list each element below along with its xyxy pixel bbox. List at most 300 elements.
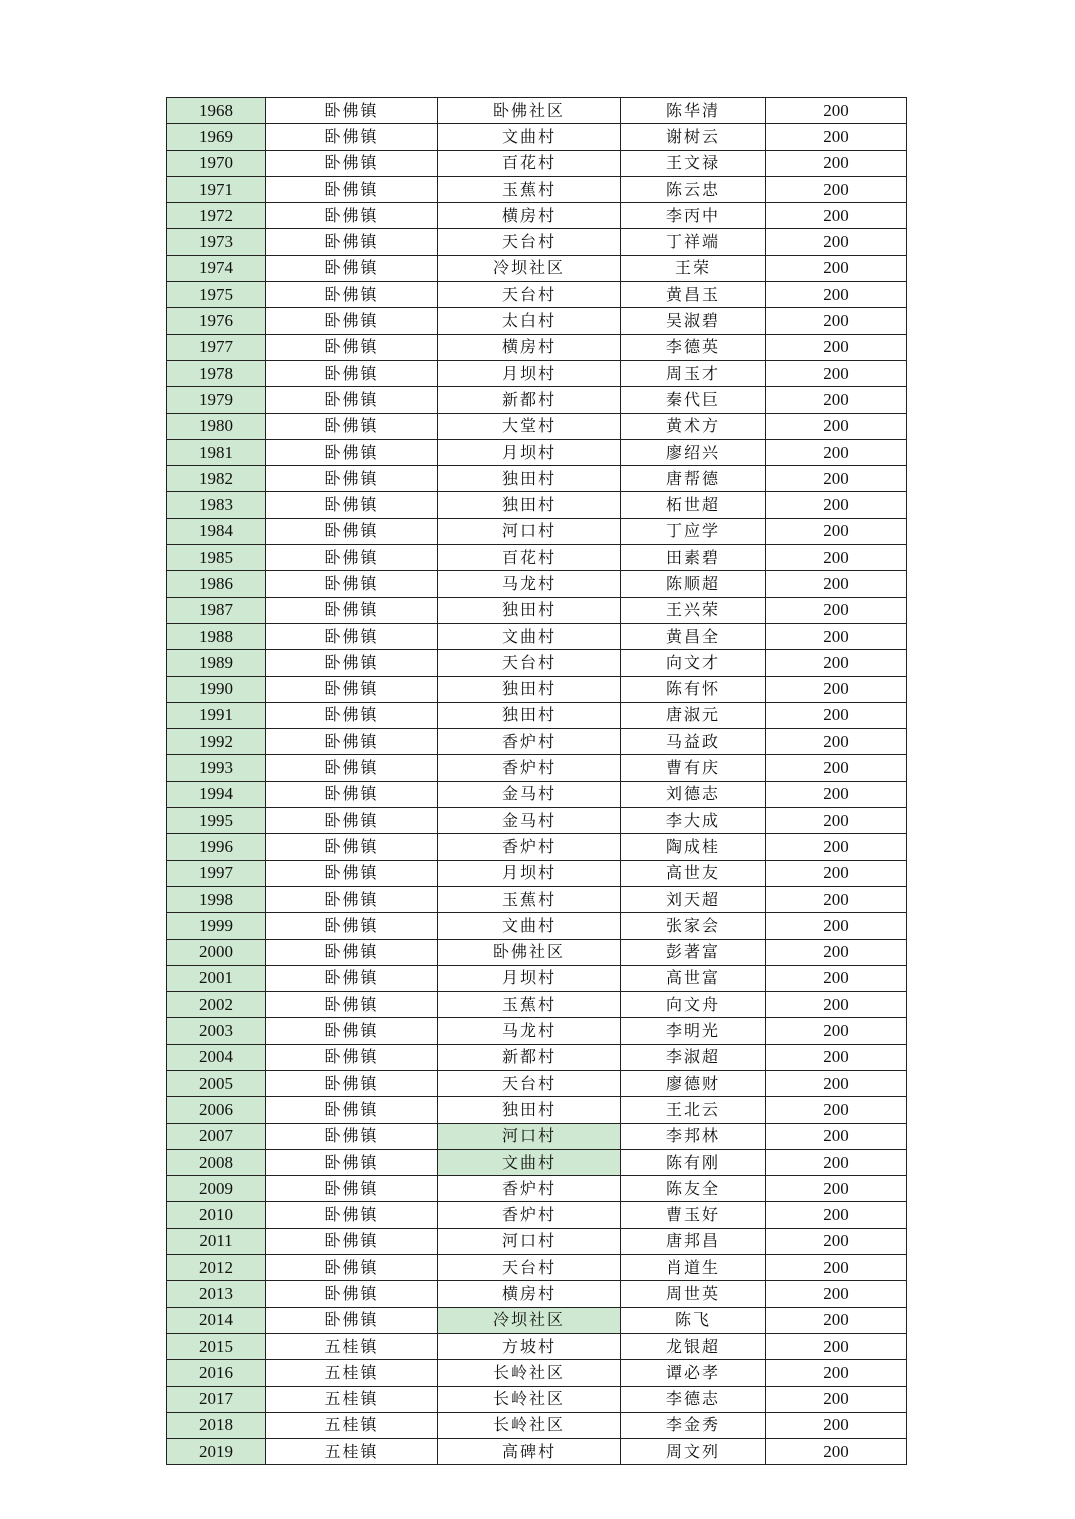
- village-cell: 月坝村: [438, 965, 621, 991]
- table-row: [167, 1307, 907, 1333]
- table-row: [167, 1439, 907, 1465]
- amount-cell: 200: [766, 729, 907, 755]
- table-row: [167, 1044, 907, 1070]
- row-number-cell: 2003: [167, 1018, 266, 1044]
- amount-cell: 200: [766, 466, 907, 492]
- row-number-cell: 1971: [167, 176, 266, 202]
- town-cell: 卧佛镇: [266, 387, 438, 413]
- town-cell: 卧佛镇: [266, 1228, 438, 1254]
- amount-cell: 200: [766, 176, 907, 202]
- table-row: [167, 1149, 907, 1175]
- row-number-cell: 1980: [167, 413, 266, 439]
- amount-cell: 200: [766, 676, 907, 702]
- amount-cell: 200: [766, 913, 907, 939]
- person-name-cell: 李德英: [621, 334, 766, 360]
- town-cell: 卧佛镇: [266, 1255, 438, 1281]
- row-number-cell: 2012: [167, 1255, 266, 1281]
- village-cell: 冷坝社区: [438, 255, 621, 281]
- row-number-cell: 1977: [167, 334, 266, 360]
- village-cell: 玉蕉村: [438, 176, 621, 202]
- table-row: [167, 282, 907, 308]
- town-cell: 卧佛镇: [266, 1202, 438, 1228]
- table-row: [167, 992, 907, 1018]
- village-cell: 太白村: [438, 308, 621, 334]
- town-cell: 卧佛镇: [266, 1044, 438, 1070]
- village-cell: 香炉村: [438, 729, 621, 755]
- person-name-cell: 刘天超: [621, 886, 766, 912]
- village-cell: 香炉村: [438, 1176, 621, 1202]
- village-cell: 独田村: [438, 676, 621, 702]
- village-cell: 文曲村: [438, 913, 621, 939]
- amount-cell: 200: [766, 1097, 907, 1123]
- amount-cell: 200: [766, 1123, 907, 1149]
- town-cell: 卧佛镇: [266, 1097, 438, 1123]
- person-name-cell: 陈友全: [621, 1176, 766, 1202]
- town-cell: 卧佛镇: [266, 729, 438, 755]
- table-row: [167, 650, 907, 676]
- row-number-cell: 1989: [167, 650, 266, 676]
- village-cell: 文曲村: [438, 1149, 621, 1175]
- person-name-cell: 李德志: [621, 1386, 766, 1412]
- row-number-cell: 1999: [167, 913, 266, 939]
- village-cell: 月坝村: [438, 360, 621, 386]
- town-cell: 卧佛镇: [266, 439, 438, 465]
- town-cell: 卧佛镇: [266, 1070, 438, 1096]
- person-name-cell: 唐淑元: [621, 702, 766, 728]
- amount-cell: 200: [766, 808, 907, 834]
- person-name-cell: 肖道生: [621, 1255, 766, 1281]
- amount-cell: 200: [766, 255, 907, 281]
- amount-cell: 200: [766, 124, 907, 150]
- amount-cell: 200: [766, 1412, 907, 1438]
- village-cell: 独田村: [438, 466, 621, 492]
- town-cell: 卧佛镇: [266, 466, 438, 492]
- row-number-cell: 1991: [167, 702, 266, 728]
- row-number-cell: 2014: [167, 1307, 266, 1333]
- village-cell: 玉蕉村: [438, 886, 621, 912]
- amount-cell: 200: [766, 413, 907, 439]
- town-cell: 卧佛镇: [266, 702, 438, 728]
- table-row: [167, 124, 907, 150]
- row-number-cell: 1968: [167, 98, 266, 124]
- amount-cell: 200: [766, 571, 907, 597]
- table-row: [167, 676, 907, 702]
- village-cell: 方坡村: [438, 1333, 621, 1359]
- table-row: [167, 203, 907, 229]
- table-row: [167, 1412, 907, 1438]
- person-name-cell: 曹有庆: [621, 755, 766, 781]
- amount-cell: 200: [766, 886, 907, 912]
- table-row: [167, 1228, 907, 1254]
- town-cell: 卧佛镇: [266, 518, 438, 544]
- table-body: [167, 98, 907, 1465]
- amount-cell: 200: [766, 650, 907, 676]
- person-name-cell: 王荣: [621, 255, 766, 281]
- village-cell: 独田村: [438, 702, 621, 728]
- person-name-cell: 丁应学: [621, 518, 766, 544]
- person-name-cell: 谢树云: [621, 124, 766, 150]
- town-cell: 卧佛镇: [266, 203, 438, 229]
- table-row: [167, 755, 907, 781]
- row-number-cell: 1995: [167, 808, 266, 834]
- row-number-cell: 2016: [167, 1360, 266, 1386]
- village-cell: 高碑村: [438, 1439, 621, 1465]
- amount-cell: 200: [766, 597, 907, 623]
- town-cell: 卧佛镇: [266, 650, 438, 676]
- amount-cell: 200: [766, 229, 907, 255]
- row-number-cell: 2008: [167, 1149, 266, 1175]
- table-row: [167, 229, 907, 255]
- row-number-cell: 2010: [167, 1202, 266, 1228]
- amount-cell: 200: [766, 334, 907, 360]
- amount-cell: 200: [766, 439, 907, 465]
- town-cell: 卧佛镇: [266, 913, 438, 939]
- table-row: [167, 176, 907, 202]
- amount-cell: 200: [766, 518, 907, 544]
- row-number-cell: 1984: [167, 518, 266, 544]
- amount-cell: 200: [766, 860, 907, 886]
- table-row: [167, 808, 907, 834]
- amount-cell: 200: [766, 545, 907, 571]
- person-name-cell: 陈有刚: [621, 1149, 766, 1175]
- town-cell: 卧佛镇: [266, 255, 438, 281]
- village-cell: 新都村: [438, 1044, 621, 1070]
- table-row: [167, 360, 907, 386]
- village-cell: 金马村: [438, 781, 621, 807]
- town-cell: 卧佛镇: [266, 360, 438, 386]
- amount-cell: 200: [766, 1281, 907, 1307]
- town-cell: 卧佛镇: [266, 939, 438, 965]
- village-cell: 天台村: [438, 1255, 621, 1281]
- person-name-cell: 王文禄: [621, 150, 766, 176]
- town-cell: 卧佛镇: [266, 597, 438, 623]
- village-cell: 月坝村: [438, 860, 621, 886]
- amount-cell: 200: [766, 1018, 907, 1044]
- amount-cell: 200: [766, 965, 907, 991]
- row-number-cell: 2006: [167, 1097, 266, 1123]
- amount-cell: 200: [766, 203, 907, 229]
- table-row: [167, 1333, 907, 1359]
- amount-cell: 200: [766, 939, 907, 965]
- amount-cell: 200: [766, 308, 907, 334]
- town-cell: 五桂镇: [266, 1333, 438, 1359]
- amount-cell: 200: [766, 1360, 907, 1386]
- row-number-cell: 2009: [167, 1176, 266, 1202]
- row-number-cell: 1973: [167, 229, 266, 255]
- town-cell: 卧佛镇: [266, 992, 438, 1018]
- table-row: [167, 1097, 907, 1123]
- amount-cell: 200: [766, 492, 907, 518]
- row-number-cell: 1972: [167, 203, 266, 229]
- table-row: [167, 886, 907, 912]
- row-number-cell: 1981: [167, 439, 266, 465]
- village-cell: 大堂村: [438, 413, 621, 439]
- village-cell: 长岭社区: [438, 1386, 621, 1412]
- person-name-cell: 柘世超: [621, 492, 766, 518]
- village-cell: 马龙村: [438, 1018, 621, 1044]
- village-cell: 文曲村: [438, 623, 621, 649]
- town-cell: 卧佛镇: [266, 808, 438, 834]
- row-number-cell: 1985: [167, 545, 266, 571]
- table-row: [167, 965, 907, 991]
- row-number-cell: 1998: [167, 886, 266, 912]
- data-table: [166, 97, 907, 1465]
- person-name-cell: 田素碧: [621, 545, 766, 571]
- person-name-cell: 陈云忠: [621, 176, 766, 202]
- table-row: [167, 518, 907, 544]
- town-cell: 卧佛镇: [266, 860, 438, 886]
- person-name-cell: 李大成: [621, 808, 766, 834]
- village-cell: 卧佛社区: [438, 939, 621, 965]
- row-number-cell: 1976: [167, 308, 266, 334]
- row-number-cell: 2000: [167, 939, 266, 965]
- village-cell: 天台村: [438, 1070, 621, 1096]
- amount-cell: 200: [766, 1044, 907, 1070]
- row-number-cell: 1970: [167, 150, 266, 176]
- table-row: [167, 1360, 907, 1386]
- village-cell: 独田村: [438, 492, 621, 518]
- person-name-cell: 高世友: [621, 860, 766, 886]
- person-name-cell: 廖绍兴: [621, 439, 766, 465]
- row-number-cell: 2001: [167, 965, 266, 991]
- village-cell: 冷坝社区: [438, 1307, 621, 1333]
- village-cell: 河口村: [438, 1228, 621, 1254]
- table-row: [167, 387, 907, 413]
- amount-cell: 200: [766, 1149, 907, 1175]
- town-cell: 卧佛镇: [266, 98, 438, 124]
- person-name-cell: 丁祥端: [621, 229, 766, 255]
- row-number-cell: 2002: [167, 992, 266, 1018]
- table-row: [167, 623, 907, 649]
- person-name-cell: 彭著富: [621, 939, 766, 965]
- person-name-cell: 刘德志: [621, 781, 766, 807]
- table-row: [167, 439, 907, 465]
- town-cell: 卧佛镇: [266, 623, 438, 649]
- table-row: [167, 308, 907, 334]
- town-cell: 卧佛镇: [266, 1123, 438, 1149]
- table-row: [167, 492, 907, 518]
- town-cell: 卧佛镇: [266, 176, 438, 202]
- row-number-cell: 1983: [167, 492, 266, 518]
- row-number-cell: 1988: [167, 623, 266, 649]
- amount-cell: 200: [766, 755, 907, 781]
- village-cell: 天台村: [438, 650, 621, 676]
- table-row: [167, 413, 907, 439]
- town-cell: 卧佛镇: [266, 492, 438, 518]
- person-name-cell: 龙银超: [621, 1333, 766, 1359]
- village-cell: 河口村: [438, 518, 621, 544]
- village-cell: 横房村: [438, 203, 621, 229]
- table-row: [167, 1018, 907, 1044]
- person-name-cell: 陶成桂: [621, 834, 766, 860]
- village-cell: 长岭社区: [438, 1412, 621, 1438]
- village-cell: 横房村: [438, 1281, 621, 1307]
- person-name-cell: 李金秀: [621, 1412, 766, 1438]
- table-row: [167, 834, 907, 860]
- person-name-cell: 谭必孝: [621, 1360, 766, 1386]
- town-cell: 卧佛镇: [266, 676, 438, 702]
- person-name-cell: 王兴荣: [621, 597, 766, 623]
- town-cell: 卧佛镇: [266, 282, 438, 308]
- row-number-cell: 1997: [167, 860, 266, 886]
- person-name-cell: 马益政: [621, 729, 766, 755]
- person-name-cell: 黄术方: [621, 413, 766, 439]
- row-number-cell: 2005: [167, 1070, 266, 1096]
- amount-cell: 200: [766, 1176, 907, 1202]
- village-cell: 百花村: [438, 150, 621, 176]
- table-row: [167, 913, 907, 939]
- town-cell: 卧佛镇: [266, 413, 438, 439]
- amount-cell: 200: [766, 98, 907, 124]
- amount-cell: 200: [766, 1228, 907, 1254]
- table-row: [167, 1202, 907, 1228]
- row-number-cell: 2011: [167, 1228, 266, 1254]
- row-number-cell: 1986: [167, 571, 266, 597]
- village-cell: 天台村: [438, 282, 621, 308]
- amount-cell: 200: [766, 1070, 907, 1096]
- village-cell: 独田村: [438, 1097, 621, 1123]
- person-name-cell: 陈顺超: [621, 571, 766, 597]
- town-cell: 卧佛镇: [266, 308, 438, 334]
- person-name-cell: 周文列: [621, 1439, 766, 1465]
- village-cell: 横房村: [438, 334, 621, 360]
- amount-cell: 200: [766, 282, 907, 308]
- table-row: [167, 702, 907, 728]
- person-name-cell: 吴淑碧: [621, 308, 766, 334]
- table-row: [167, 150, 907, 176]
- amount-cell: 200: [766, 1333, 907, 1359]
- person-name-cell: 周世英: [621, 1281, 766, 1307]
- person-name-cell: 曹玉好: [621, 1202, 766, 1228]
- village-cell: 香炉村: [438, 1202, 621, 1228]
- village-cell: 天台村: [438, 229, 621, 255]
- amount-cell: 200: [766, 834, 907, 860]
- village-cell: 卧佛社区: [438, 98, 621, 124]
- table-row: [167, 466, 907, 492]
- table-row: [167, 781, 907, 807]
- table-row: [167, 1386, 907, 1412]
- person-name-cell: 周玉才: [621, 360, 766, 386]
- amount-cell: 200: [766, 150, 907, 176]
- village-cell: 金马村: [438, 808, 621, 834]
- person-name-cell: 陈华清: [621, 98, 766, 124]
- person-name-cell: 陈飞: [621, 1307, 766, 1333]
- row-number-cell: 1996: [167, 834, 266, 860]
- table-row: [167, 255, 907, 281]
- town-cell: 卧佛镇: [266, 1018, 438, 1044]
- person-name-cell: 李邦林: [621, 1123, 766, 1149]
- row-number-cell: 2019: [167, 1439, 266, 1465]
- person-name-cell: 黄昌玉: [621, 282, 766, 308]
- row-number-cell: 1993: [167, 755, 266, 781]
- person-name-cell: 高世富: [621, 965, 766, 991]
- amount-cell: 200: [766, 360, 907, 386]
- town-cell: 卧佛镇: [266, 834, 438, 860]
- row-number-cell: 1978: [167, 360, 266, 386]
- town-cell: 五桂镇: [266, 1439, 438, 1465]
- table-row: [167, 1176, 907, 1202]
- amount-cell: 200: [766, 781, 907, 807]
- row-number-cell: 1992: [167, 729, 266, 755]
- town-cell: 卧佛镇: [266, 1307, 438, 1333]
- table-row: [167, 1123, 907, 1149]
- amount-cell: 200: [766, 1439, 907, 1465]
- village-cell: 文曲村: [438, 124, 621, 150]
- person-name-cell: 李丙中: [621, 203, 766, 229]
- village-cell: 香炉村: [438, 834, 621, 860]
- person-name-cell: 张家会: [621, 913, 766, 939]
- person-name-cell: 王北云: [621, 1097, 766, 1123]
- row-number-cell: 2015: [167, 1333, 266, 1359]
- town-cell: 卧佛镇: [266, 886, 438, 912]
- amount-cell: 200: [766, 1386, 907, 1412]
- table-row: [167, 1070, 907, 1096]
- village-cell: 新都村: [438, 387, 621, 413]
- row-number-cell: 1969: [167, 124, 266, 150]
- town-cell: 五桂镇: [266, 1360, 438, 1386]
- row-number-cell: 1975: [167, 282, 266, 308]
- row-number-cell: 2007: [167, 1123, 266, 1149]
- town-cell: 卧佛镇: [266, 1281, 438, 1307]
- row-number-cell: 2018: [167, 1412, 266, 1438]
- person-name-cell: 向文才: [621, 650, 766, 676]
- village-cell: 香炉村: [438, 755, 621, 781]
- amount-cell: 200: [766, 1255, 907, 1281]
- table-row: [167, 1255, 907, 1281]
- amount-cell: 200: [766, 387, 907, 413]
- row-number-cell: 1994: [167, 781, 266, 807]
- row-number-cell: 1979: [167, 387, 266, 413]
- amount-cell: 200: [766, 1307, 907, 1333]
- person-name-cell: 陈有怀: [621, 676, 766, 702]
- amount-cell: 200: [766, 702, 907, 728]
- town-cell: 卧佛镇: [266, 1176, 438, 1202]
- town-cell: 卧佛镇: [266, 755, 438, 781]
- person-name-cell: 李明光: [621, 1018, 766, 1044]
- table-row: [167, 571, 907, 597]
- town-cell: 卧佛镇: [266, 571, 438, 597]
- amount-cell: 200: [766, 623, 907, 649]
- town-cell: 卧佛镇: [266, 965, 438, 991]
- person-name-cell: 廖德财: [621, 1070, 766, 1096]
- town-cell: 五桂镇: [266, 1386, 438, 1412]
- person-name-cell: 唐帮德: [621, 466, 766, 492]
- person-name-cell: 黄昌全: [621, 623, 766, 649]
- row-number-cell: 2017: [167, 1386, 266, 1412]
- table-row: [167, 334, 907, 360]
- amount-cell: 200: [766, 992, 907, 1018]
- village-cell: 百花村: [438, 545, 621, 571]
- person-name-cell: 李淑超: [621, 1044, 766, 1070]
- row-number-cell: 1990: [167, 676, 266, 702]
- town-cell: 卧佛镇: [266, 781, 438, 807]
- town-cell: 卧佛镇: [266, 150, 438, 176]
- table-row: [167, 729, 907, 755]
- table-row: [167, 1281, 907, 1307]
- row-number-cell: 2013: [167, 1281, 266, 1307]
- amount-cell: 200: [766, 1202, 907, 1228]
- town-cell: 卧佛镇: [266, 545, 438, 571]
- row-number-cell: 1974: [167, 255, 266, 281]
- table-row: [167, 597, 907, 623]
- village-cell: 月坝村: [438, 439, 621, 465]
- town-cell: 卧佛镇: [266, 124, 438, 150]
- village-cell: 马龙村: [438, 571, 621, 597]
- row-number-cell: 1982: [167, 466, 266, 492]
- table-row: [167, 545, 907, 571]
- row-number-cell: 2004: [167, 1044, 266, 1070]
- village-cell: 玉蕉村: [438, 992, 621, 1018]
